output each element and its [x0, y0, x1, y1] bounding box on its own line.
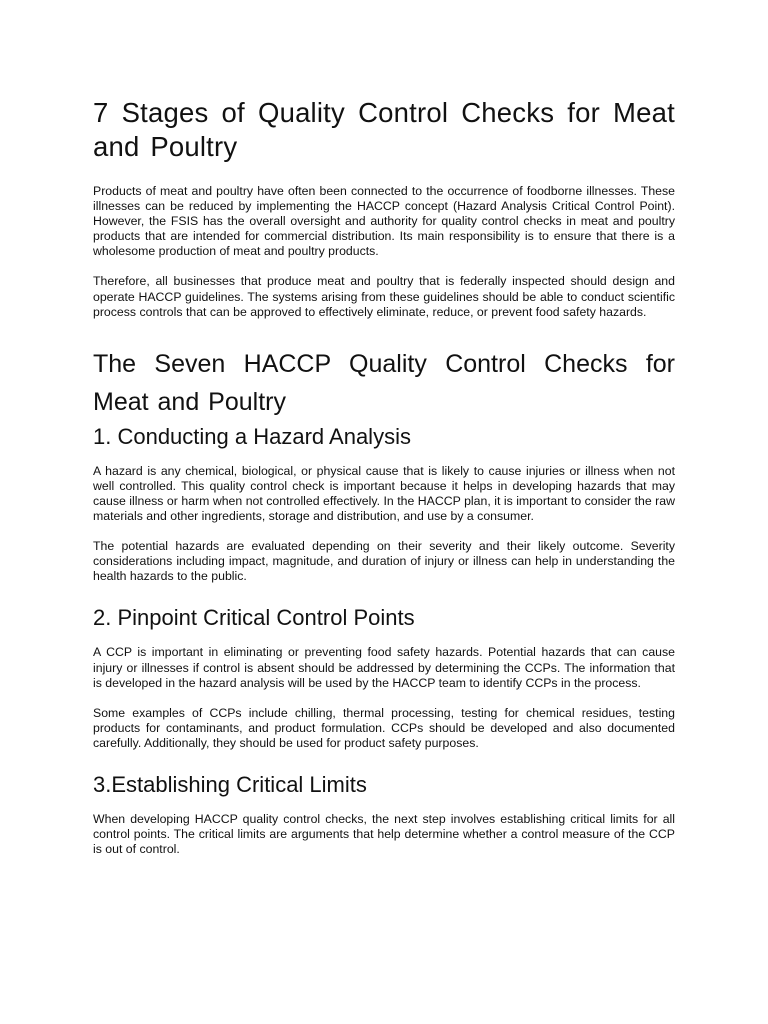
step-3-paragraph-1: When developing HACCP quality control checks, the next step involves establishing critical limits for all control points. The critical limits are arguments that help determine whether a control measure of the CCP is out of control. [93, 811, 675, 857]
step-1-paragraph-1: A hazard is any chemical, biological, or physical cause that is likely to cause injuries or illness when not well controlled. This quality control check is important because it helps in developing hazards that may cause illness or harm when not controlled effectively. In the HACCP plan, it is important to consider the raw materials and other ingredients, storage and distribution, and use by a consumer. [93, 463, 675, 524]
step-1-heading: 1. Conducting a Hazard Analysis [93, 423, 411, 449]
document-title: 7 Stages of Quality Control Checks for Meat and Poultry [93, 97, 675, 162]
section-title: The Seven HACCP Quality Control Checks for Meat and Poultry [93, 349, 675, 416]
step-1-paragraph-2: The potential hazards are evaluated depending on their severity and their likely outcome. Severity considerations including impact, magnitude, and duration of injury or illness can help in understanding the health hazards to the public. [93, 539, 675, 584]
step-3-heading: 3.Establishing Critical Limits [93, 771, 367, 797]
intro-paragraph-2: Therefore, all businesses that produce meat and poultry that is federally inspected should design and operate HACCP guidelines. The systems arising from these guidelines should be able to conduct scientific process controls that can be approved to effectively eliminate, reduce, or prevent food safety hazards. [93, 274, 675, 319]
intro-paragraph-1: Products of meat and poultry have often been connected to the occurrence of foodborne illnesses. These illnesses can be reduced by implementing the HACCP concept (Hazard Analysis Critical Control Point). However, the FSIS has the overall oversight and authority for quality control checks in meat and poultry products that are intended for commercial distribution. Its main responsibility is to ensure that there is a wholesome production of meat and poultry products. [93, 184, 675, 259]
step-2-paragraph-1: A CCP is important in eliminating or preventing food safety hazards. Potential hazards that can cause injury or illnesses if control is absent should be addressed by determining the CCPs. The information that is developed in the hazard analysis will be used by the HACCP team to identify CCPs in the process. [93, 645, 675, 690]
document-page [93, 96, 675, 872]
step-2-paragraph-2: Some examples of CCPs include chilling, thermal processing, testing for chemical residues, testing products for contaminants, and product formulation. CCPs should be developed and also documented carefully. Additionally, they should be used for product safety purposes. [93, 705, 675, 750]
step-2-heading: 2. Pinpoint Critical Control Points [93, 605, 415, 631]
